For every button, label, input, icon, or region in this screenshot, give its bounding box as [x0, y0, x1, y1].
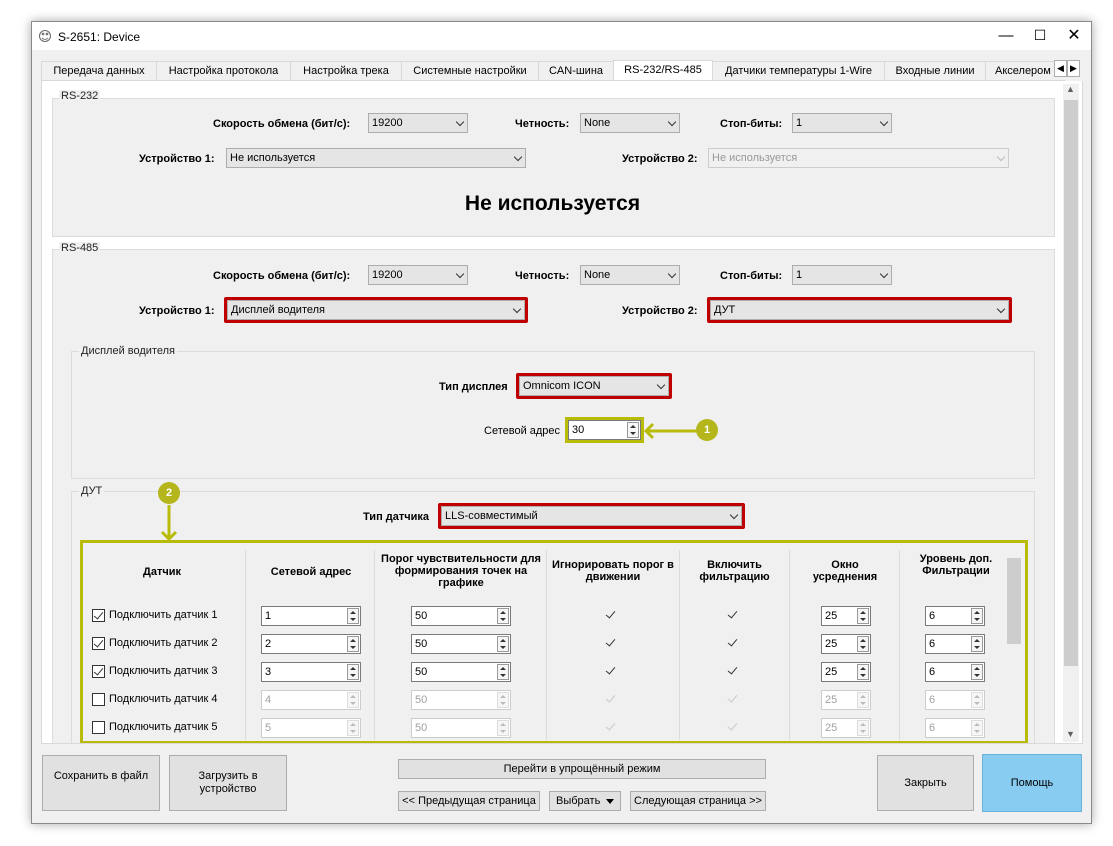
rs485-baud-label: Скорость обмена (бит/с): [213, 270, 351, 282]
sensor-type-label: Тип датчика [363, 511, 430, 523]
display-type-select[interactable]: Omnicom ICON [519, 376, 669, 396]
row-window-spinbox[interactable]: 25 [821, 634, 871, 654]
row-level-spinbox[interactable]: 6 [925, 606, 985, 626]
rs232-not-used-heading: Не используется [464, 192, 641, 215]
row-addr-spinbox[interactable]: 1 [261, 606, 361, 626]
dropdown-arrow-icon [606, 799, 614, 804]
rs485-dev2-label: Устройство 2: [622, 305, 698, 317]
row-addr-spinbox: 4 [261, 690, 361, 710]
row-addr-spinbox: 5 [261, 718, 361, 738]
chevron-down-icon [880, 118, 888, 126]
select-button[interactable]: Выбрать [549, 791, 621, 811]
th-threshold: Порог чувствительности для формирования точек на графике [381, 553, 541, 589]
help-button[interactable]: Помощь [982, 754, 1082, 812]
chevron-down-icon [456, 118, 464, 126]
rs485-stop-select[interactable]: 1 [792, 265, 892, 285]
row-connect-label: Подключить датчик 2 [109, 637, 218, 649]
display-addr-label: Сетевой адрес [484, 425, 561, 437]
display-addr-spinbox[interactable]: 30 [568, 420, 641, 440]
chevron-down-icon [456, 270, 464, 278]
next-page-button[interactable]: Следующая страница >> [630, 791, 766, 811]
arrow-left-icon [643, 421, 703, 441]
row-connect-label: Подключить датчик 3 [109, 665, 218, 677]
marker-2: 2 [158, 482, 180, 504]
rs232-parity-select[interactable]: None [580, 113, 680, 133]
highlight-dev2 [707, 297, 1012, 323]
tab-inputs[interactable]: Входные линии [884, 61, 986, 81]
tab-page [41, 81, 1083, 744]
rs232-group-label: RS-232 [61, 90, 99, 102]
rs232-stop-label: Стоп-биты: [720, 118, 783, 130]
row-level-spinbox: 6 [925, 718, 985, 738]
highlight-sensor-table [80, 540, 1028, 744]
row-threshold-spinbox[interactable]: 50 [411, 634, 511, 654]
rs485-baud-select[interactable]: 19200 [368, 265, 468, 285]
title-bar [32, 22, 1091, 50]
display-group-label: Дисплей водителя [81, 345, 175, 357]
th-level: Уровень доп. Фильтрации [919, 553, 993, 577]
rs232-dev1-label: Устройство 1: [139, 153, 215, 165]
rs485-dev1-select[interactable]: Дисплей водителя [227, 300, 525, 320]
rs232-baud-label: Скорость обмена (бит/с): [213, 118, 351, 130]
save-to-file-button[interactable]: Сохранить в файл [42, 755, 160, 811]
rs232-dev1-select[interactable]: Не используется [226, 148, 526, 168]
row-level-spinbox[interactable]: 6 [925, 634, 985, 654]
maximize-icon[interactable]: ☐ [1033, 27, 1047, 43]
highlight-dev1 [224, 297, 528, 323]
tab-scroll-left-icon[interactable]: ◀ [1054, 60, 1067, 77]
main-scrollbar[interactable] [1063, 84, 1079, 742]
highlight-sensor-type [438, 503, 745, 529]
row-window-spinbox[interactable]: 25 [821, 606, 871, 626]
chevron-down-icon [880, 270, 888, 278]
tab-system[interactable]: Системные настройки [401, 61, 539, 81]
tab-temp-1wire[interactable]: Датчики температуры 1-Wire [712, 61, 885, 81]
chevron-down-icon [514, 153, 522, 161]
rs232-stop-select[interactable]: 1 [792, 113, 892, 133]
rs232-parity-label: Четность: [515, 118, 570, 130]
dut-group-label: ДУТ [81, 485, 103, 497]
row-addr-spinbox[interactable]: 3 [261, 662, 361, 682]
row-connect-label: Подключить датчик 1 [109, 609, 218, 621]
tab-rs232-rs485[interactable]: RS-232/RS-485 [613, 60, 713, 81]
row-threshold-spinbox[interactable]: 50 [411, 662, 511, 682]
main-scroll-thumb[interactable] [1064, 100, 1078, 666]
row-connect-label: Подключить датчик 5 [109, 721, 218, 733]
tab-bar [41, 60, 1065, 81]
highlight-display-addr [565, 417, 644, 443]
marker-1: 1 [696, 419, 718, 441]
tab-track[interactable]: Настройка трека [290, 61, 402, 81]
rs232-dev2-label: Устройство 2: [622, 153, 698, 165]
row-level-spinbox[interactable]: 6 [925, 662, 985, 682]
display-type-label: Тип дисплея [439, 381, 508, 393]
app-icon [38, 29, 52, 43]
main-window [31, 21, 1092, 824]
th-sensor: Датчик [143, 566, 181, 578]
prev-page-button[interactable]: << Предыдущая страница [398, 791, 540, 811]
row-level-spinbox: 6 [925, 690, 985, 710]
row-addr-spinbox[interactable]: 2 [261, 634, 361, 654]
row-window-spinbox: 25 [821, 690, 871, 710]
rs485-dev1-label: Устройство 1: [139, 305, 215, 317]
scroll-up-icon[interactable]: ▲ [1066, 84, 1075, 94]
rs232-dev2-select: Не используется [708, 148, 1009, 168]
window-title: S-2651: Device [58, 30, 141, 44]
row-window-spinbox[interactable]: 25 [821, 662, 871, 682]
row-threshold-spinbox: 50 [411, 690, 511, 710]
row-threshold-spinbox: 50 [411, 718, 511, 738]
rs485-parity-label: Четность: [515, 270, 570, 282]
tab-can[interactable]: CAN-шина [538, 61, 614, 81]
sensor-type-select[interactable]: LLS-совместимый [441, 506, 742, 526]
row-window-spinbox: 25 [821, 718, 871, 738]
rs232-baud-select[interactable]: 19200 [368, 113, 468, 133]
row-connect-label: Подключить датчик 4 [109, 693, 218, 705]
display-group [71, 351, 1035, 479]
tab-scroll-right-icon[interactable]: ▶ [1067, 60, 1080, 77]
chevron-down-icon [668, 270, 676, 278]
th-ignore: Игнорировать порог в движении [552, 559, 674, 583]
load-to-device-button[interactable]: Загрузить в устройство [169, 755, 287, 811]
minimize-icon[interactable]: — [998, 27, 1014, 44]
tab-data-transfer[interactable]: Передача данных [41, 61, 157, 81]
rs485-stop-label: Стоп-биты: [720, 270, 783, 282]
chevron-down-icon [997, 153, 1005, 161]
simple-mode-button[interactable]: Перейти в упрощённый режим [398, 759, 766, 779]
tab-accelerometer[interactable]: Акселером [985, 61, 1065, 81]
th-filter: Включить фильтрацию [699, 559, 770, 583]
rs485-dev2-select[interactable]: ДУТ [710, 300, 1009, 320]
close-icon[interactable]: ✕ [1067, 27, 1081, 44]
rs485-parity-select[interactable]: None [580, 265, 680, 285]
row-threshold-spinbox[interactable]: 50 [411, 606, 511, 626]
th-addr: Сетевой адрес [270, 566, 352, 578]
arrow-down-icon [159, 503, 179, 543]
rs485-group-label: RS-485 [61, 242, 99, 254]
highlight-display-type [516, 373, 672, 399]
chevron-down-icon [668, 118, 676, 126]
th-window: Окно усреднения [812, 559, 878, 583]
scroll-down-icon[interactable]: ▼ [1066, 729, 1075, 739]
tab-protocol[interactable]: Настройка протокола [156, 61, 291, 81]
close-button[interactable]: Закрыть [877, 755, 974, 811]
